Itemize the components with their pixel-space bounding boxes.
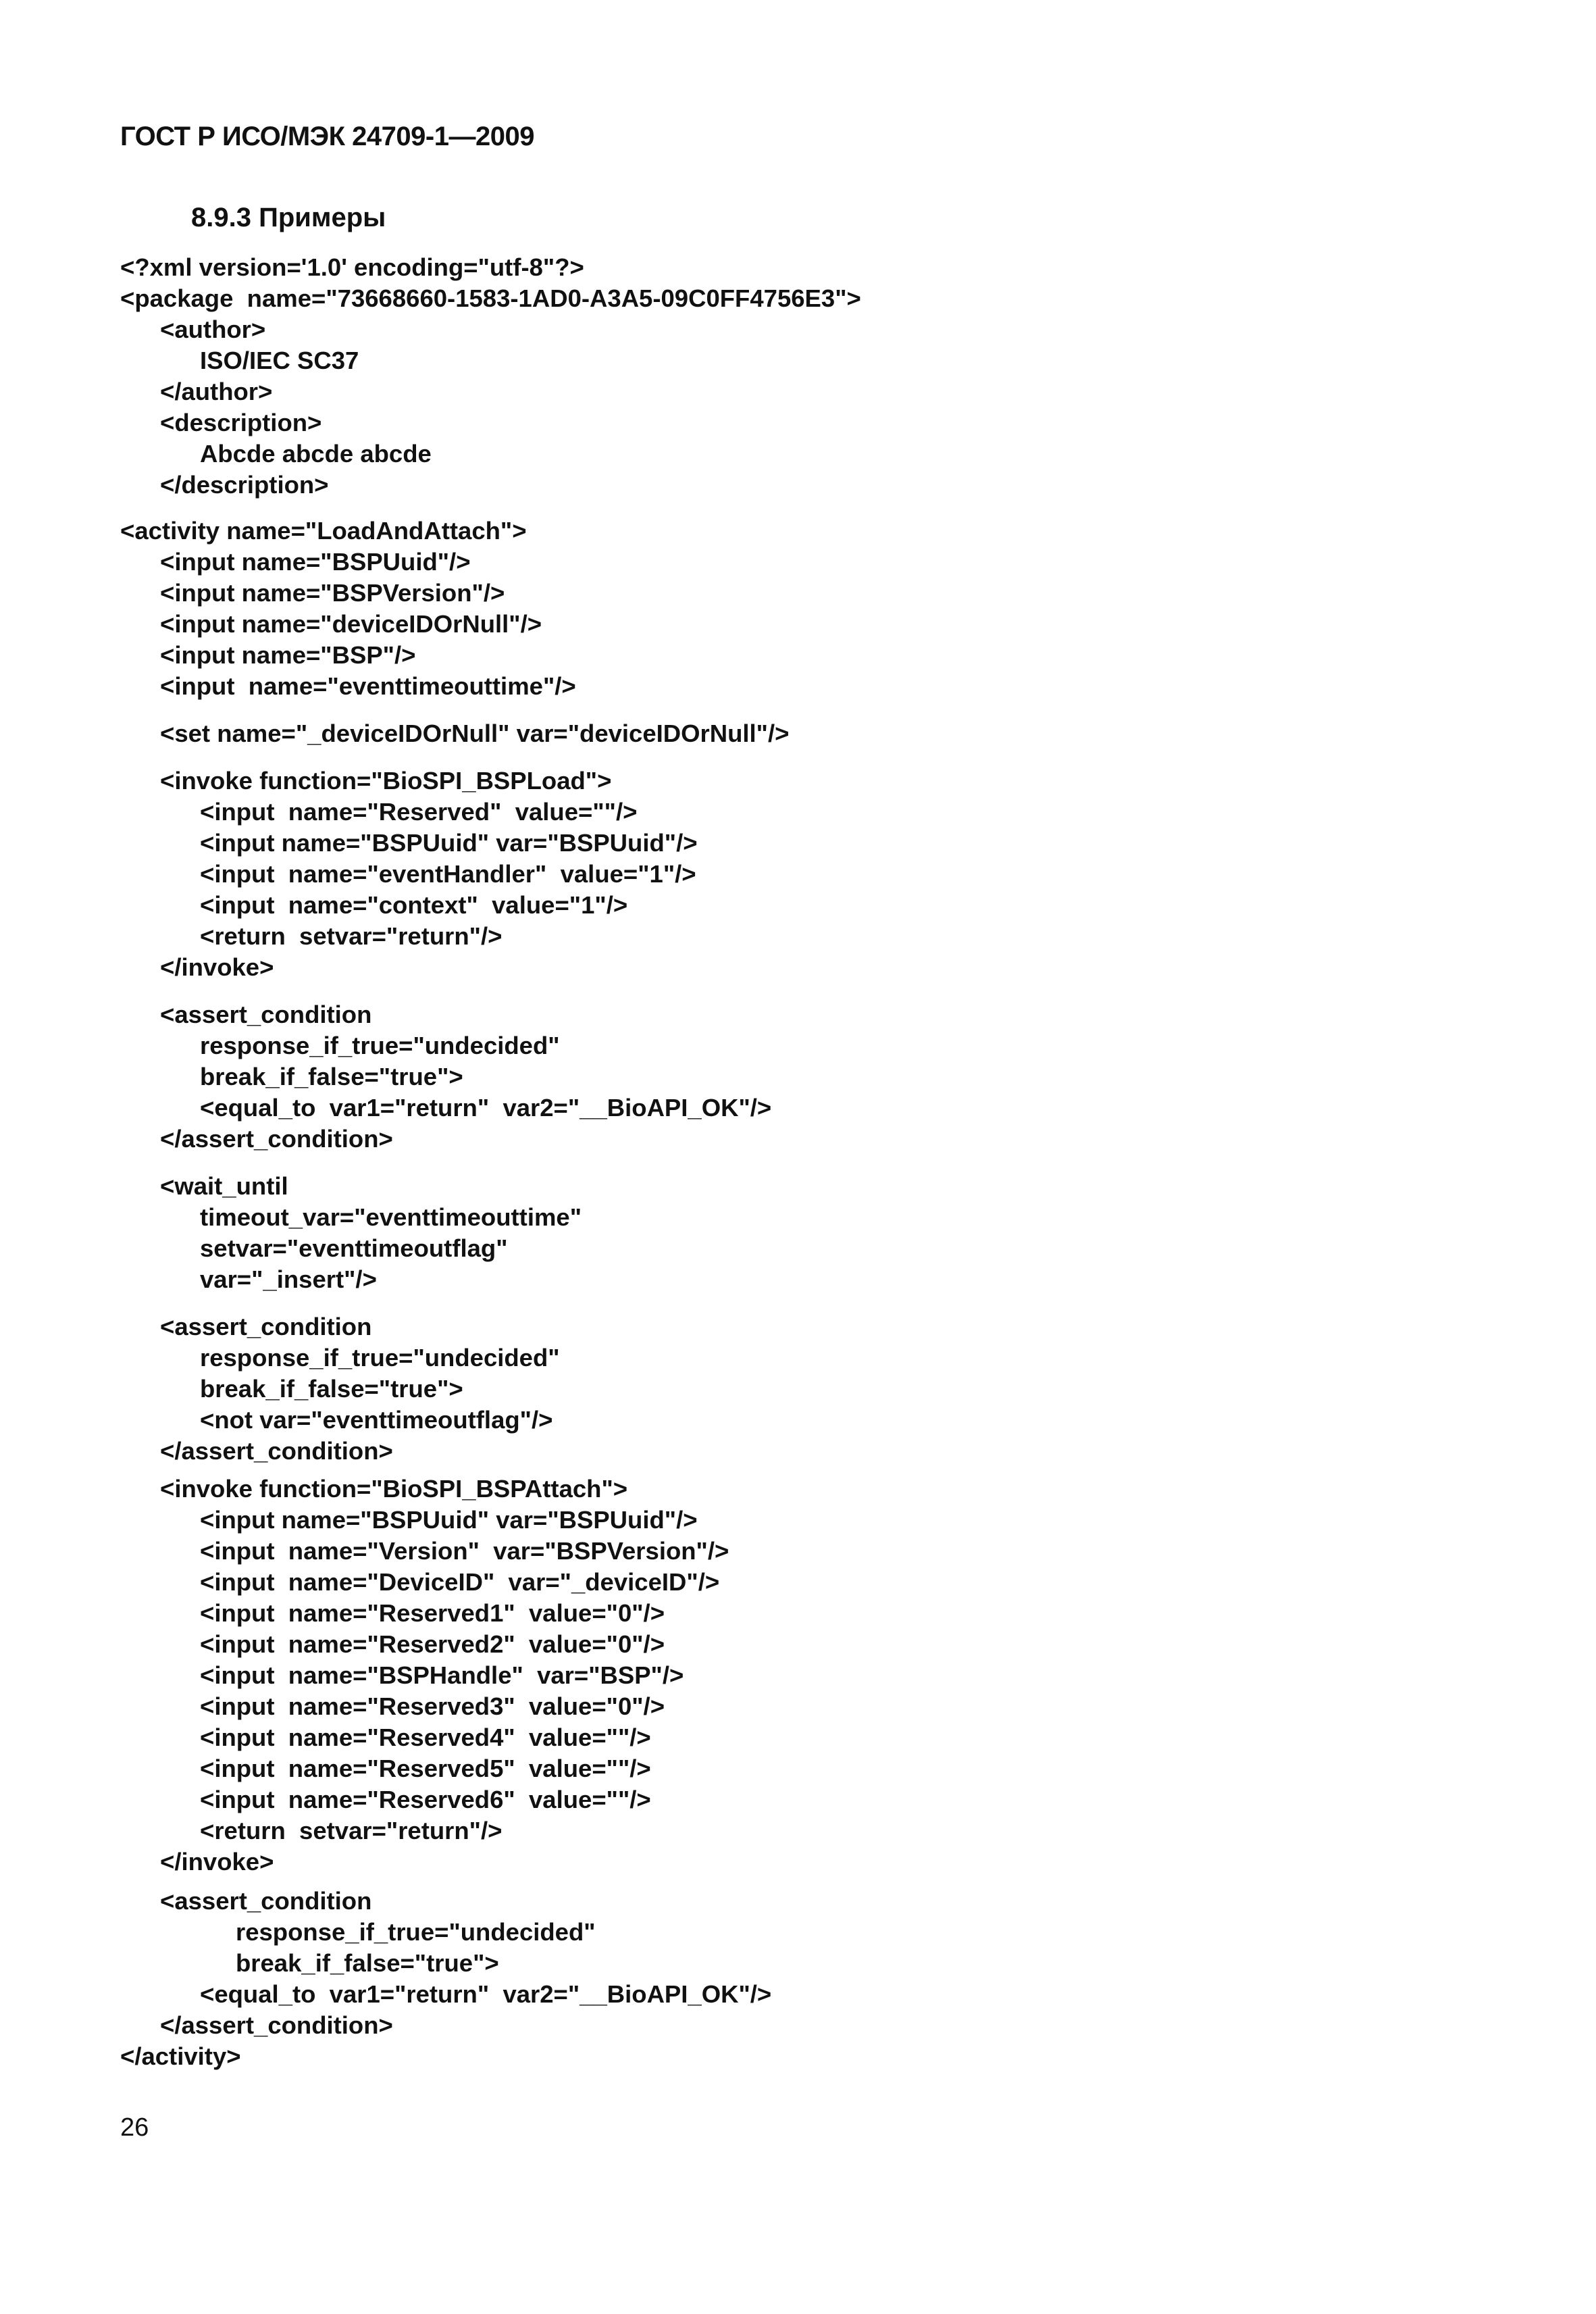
code-line: </activity>	[120, 2042, 241, 2070]
code-line: Abcde abcde abcde	[200, 440, 432, 468]
code-line: ISO/IEC SC37	[200, 347, 359, 374]
code-line: <invoke function="BioSPI_BSPLoad">	[160, 767, 612, 795]
code-line: response_if_true="undecided"	[236, 1918, 596, 1946]
code-line: <input name="Reserved1" value="0"/>	[200, 1599, 665, 1627]
code-line: response_if_true="undecided"	[200, 1344, 560, 1372]
code-line: <input name="eventtimeouttime"/>	[160, 672, 576, 700]
page-number: 26	[120, 2113, 149, 2142]
code-line: <input name="eventHandler" value="1"/>	[200, 860, 696, 888]
code-line: <activity name="LoadAndAttach">	[120, 517, 527, 545]
code-line: <equal_to var1="return" var2="__BioAPI_OK"/>	[200, 1980, 772, 2008]
code-line: <package name="73668660-1583-1AD0-A3A5-09C0FF4756E3">	[120, 284, 861, 312]
code-line: <input name="deviceIDOrNull"/>	[160, 610, 542, 638]
code-line: <author>	[160, 316, 266, 343]
code-line: <input name="BSPUuid" var="BSPUuid"/>	[200, 1506, 698, 1534]
code-line: <input name="BSPUuid" var="BSPUuid"/>	[200, 829, 698, 857]
code-line: <wait_until	[160, 1172, 288, 1200]
code-line: <description>	[160, 409, 322, 436]
section-title: 8.9.3 Примеры	[191, 203, 386, 232]
code-line: <assert_condition	[160, 1313, 372, 1340]
code-line: </assert_condition>	[160, 1437, 393, 1465]
code-line: </invoke>	[160, 1848, 274, 1876]
code-line: <return setvar="return"/>	[200, 1817, 503, 1844]
code-line: </assert_condition>	[160, 2011, 393, 2039]
code-line: var="_insert"/>	[200, 1265, 377, 1293]
code-line: </assert_condition>	[160, 1125, 393, 1153]
code-line: setvar="eventtimeoutflag"	[200, 1234, 508, 1262]
code-line: break_if_false="true">	[200, 1063, 463, 1090]
code-line: <invoke function="BioSPI_BSPAttach">	[160, 1475, 628, 1503]
code-line: <input name="Reserved6" value=""/>	[200, 1786, 651, 1813]
code-line: </invoke>	[160, 953, 274, 981]
code-line: <input name="DeviceID" var="_deviceID"/>	[200, 1568, 720, 1596]
code-line: <not var="eventtimeoutflag"/>	[200, 1406, 553, 1434]
code-line: <input name="BSPHandle" var="BSP"/>	[200, 1661, 684, 1689]
code-line: </author>	[160, 378, 273, 405]
code-line: break_if_false="true">	[200, 1375, 463, 1403]
code-line: <?xml version='1.0' encoding="utf-8"?>	[120, 253, 584, 281]
code-line: response_if_true="undecided"	[200, 1032, 560, 1059]
code-line: <assert_condition	[160, 1887, 372, 1915]
code-line: <input name="Version" var="BSPVersion"/>	[200, 1537, 729, 1565]
code-line: <input name="Reserved3" value="0"/>	[200, 1692, 665, 1720]
code-line: <input name="BSPVersion"/>	[160, 579, 505, 607]
standard-header: ГОСТ Р ИСО/МЭК 24709-1—2009	[120, 122, 534, 151]
code-line: </description>	[160, 471, 329, 499]
code-line: <input name="Reserved" value=""/>	[200, 798, 638, 826]
code-line: <return setvar="return"/>	[200, 922, 503, 950]
code-line: <input name="BSPUuid"/>	[160, 548, 471, 576]
code-line: break_if_false="true">	[236, 1949, 499, 1977]
code-line: <equal_to var1="return" var2="__BioAPI_OK"/>	[200, 1094, 772, 1122]
code-line: <assert_condition	[160, 1001, 372, 1028]
code-line: <input name="Reserved2" value="0"/>	[200, 1630, 665, 1658]
code-line: timeout_var="eventtimeouttime"	[200, 1203, 582, 1231]
code-line: <input name="BSP"/>	[160, 641, 416, 669]
code-line: <input name="Reserved4" value=""/>	[200, 1724, 651, 1751]
code-line: <input name="Reserved5" value=""/>	[200, 1755, 651, 1782]
code-line: <input name="context" value="1"/>	[200, 891, 628, 919]
code-line: <set name="_deviceIDOrNull" var="deviceIDOrNull"/>	[160, 720, 790, 747]
